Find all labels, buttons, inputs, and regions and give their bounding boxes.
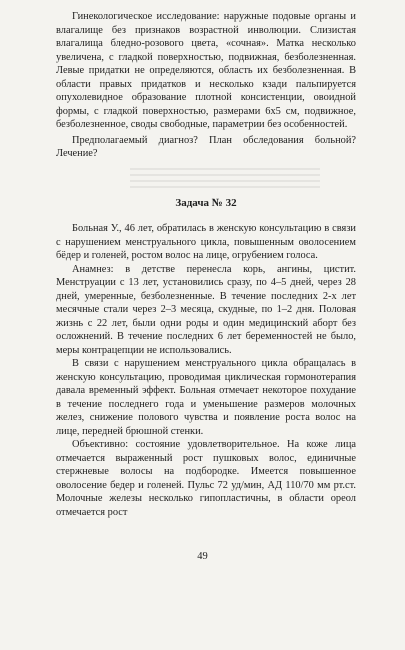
anamnesis-paragraph: Анамнез: в детстве перенесла корь, ангины, цистит. Менструации с 13 лет, установились сразу, по 4–5 дней, через 28 дней, умеренные, безболезненные. В течение последних 2-х лет месячные стали через 2–3 месяца, скудные, по 1–2 дня. Половая жизнь с 22 лет, были одни роды и один медицинский аборт без осложнений. В течение последних 6 лет беременностей не было, меры контрацепции не использовались. [56,263,356,356]
page-number: 49 [197,551,208,562]
objective-paragraph: Объективно: состояние удовлетворительное. На коже лица отмечается выраженный рост пушковых волос, единичные стержневые волосы на подбородке. Имеется повышенное оволосение бедер и голеней. Пульс 72 уд/мин, АД 110/70 мм рт.ст. Молочные железы несколько гипопластичны, в области ореол отмечается рост [56,439,356,518]
history-paragraph: В связи с нарушением менструального цикла обращалась в женскую консультацию, проводимая циклическая гормонотерапия давала временный эффект. Больная отмечает некоторое похудание в течение последнего года и уменьшение размеров молочных желез, снижение полового чувства и появление роста волос на лице, передней брюшной стенки. [56,358,356,437]
exam-paragraph: Гинекологическое исследование: наружные подовые органы и влагалище без признаков возрастной инволюции. Слизистая влагалища бледно-розового цвета, «сочная». Матка несколько увеличена, с гладкой поверхностью, подвижная, безболезненная. Левые придатки не определяются, область их безболезненная. В области правых придатков и несколько кзади пальпируется опухолевидное образование плотной консистенции, овоидной формы, с гладкой поверхностью, размерами 6х5 см, подвижное, безболезненное, своды свободные, параметрии без особенностей. [56,11,356,130]
text-column [56,10,356,519]
task-title: Задача № 32 [175,196,237,209]
case-paragraph: Больная У., 46 лет, обратилась в женскую консультацию в связи с нарушением менструального цикла, повышенным оволосением бёдер и голеней, ростом волос на лице, огрубением голоса. [56,223,356,261]
question-paragraph: Предполагаемый диагноз? План обследования больной? Лечение? [56,134,356,159]
